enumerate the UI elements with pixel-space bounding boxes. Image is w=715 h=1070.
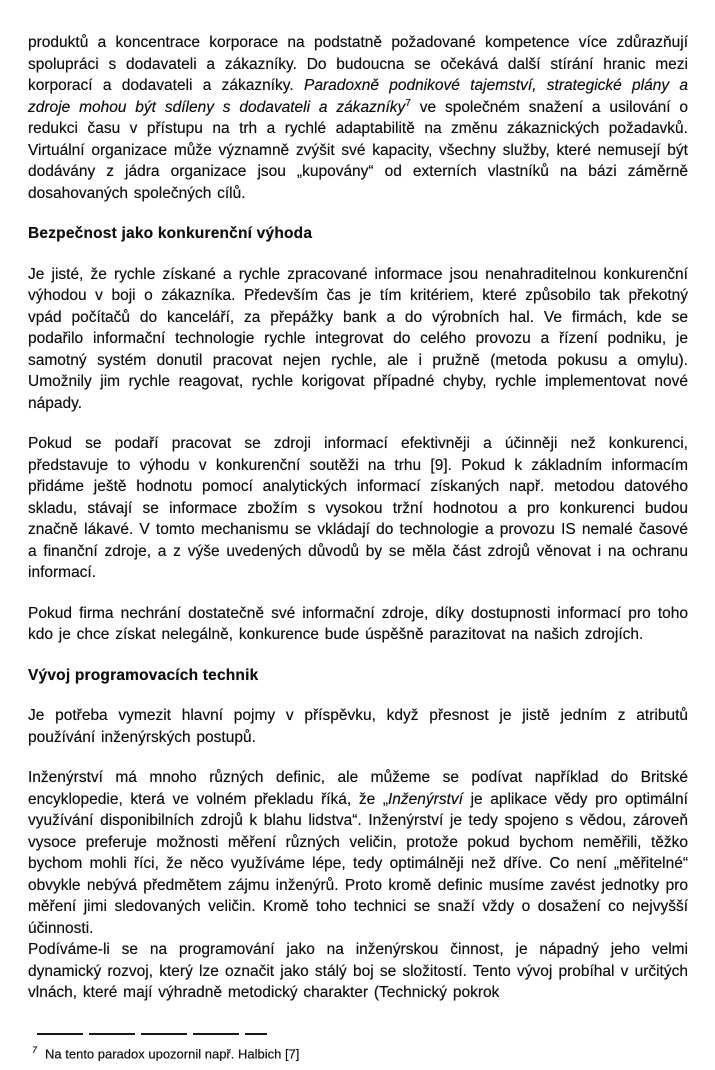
section-heading-programming-techniques: Vývoj programovacích technik xyxy=(28,666,259,684)
footnote-marker: 7 xyxy=(32,1044,38,1055)
paragraph-italic-term: Inženýrství xyxy=(388,790,463,808)
footnote xyxy=(32,1042,688,1062)
footnote-reference-marker: 7 xyxy=(405,97,411,109)
footnote-text: Na tento paradox upozornil např. Halbich [7] xyxy=(45,1046,300,1061)
paragraph-text: ve společném snažení a usilování o redukci času v přístupu na trh a rychlé adaptabilitě na změnu zákaznických požadavků. Virtuální organizace může významně zvýšit své kapacity, všechny služby, které nemusejí být dodávány z jádra organizace jsou „kupovány“ od externích vlastníků na bázi záměrně dosahovaných společných cílů. xyxy=(28,98,689,202)
paragraph-information-speed: Je jisté, že rychle získané a rychle zpracované informace jsou nenahraditelnou konkurenční výhodou v boji o zákazníka. Především čas je tím kritériem, které způsobilo tak překotný vpád počítačů do kanceláří, za přepážky bank a do výrobních hal. Ve firmách, kde se podařilo informační technologie rychle integrovat do celého provozu a řízení podniku, je samotný systém donutil pracovat nejen rychle, ale i pružně (metoda pokusu a omylu). Umožnily jim rychle reagovat, rychle korigovat případné chyby, rychle implementovat nové nápady. xyxy=(28,265,688,412)
paragraph-text: Inženýrství má mnoho různých definic, ale můžeme se podívat například do Britské encyklopedie, která ve volném překladu říká, že „ xyxy=(28,769,688,808)
footnote-area xyxy=(28,1033,688,1062)
section-heading-security-advantage: Bezpečnost jako konkurenční výhoda xyxy=(28,225,313,242)
paragraph-italic-passage: Paradoxně podnikové tajemství, strategické plány a zdroje mohou být sdíleny s dodavateli a zákazníky xyxy=(28,77,688,116)
paragraph-programming-as-engineering: Podíváme-li se na programování jako na inženýrskou činnost, je nápadný jeho velmi dynamický rozvoj, který lze označit jako stálý boj se složitostí. Tento vývoj probíhal v určitých vlnách, které mají výhradně metodický charakter (Technický pokrok xyxy=(28,941,688,1001)
footnote-separator-rule xyxy=(37,1033,267,1035)
paragraph-unprotected-sources: Pokud firma nechrání dostatečně své informační zdroje, díky dostupnosti informací pro toho kdo je chce získat nelegálně, konkurence bude úspěšně parazitovat na našich zdrojích. xyxy=(28,604,688,643)
paragraph-define-terms: Je potřeba vymezit hlavní pojmy v příspěvku, když přesnost je jistě jedním z atributů používání inženýrských postupů. xyxy=(28,707,688,746)
paragraph-text: produktů a koncentrace korporace na podstatně požadované kompetence více zdůrazňují spolupráci s dodavateli a zákazníky. Do budoucna se očekává další stírání hranic mezi korporací a dodavateli a zákazníky. xyxy=(28,34,688,94)
paragraph-text: je aplikace vědy pro optimální využívání disponibilních zdrojů k blahu lidstva“. Inženýrství je tedy spojeno s vědou, zároveň vysoce preferuje možnosti měření různých veličin, protože pokud bychom neměřili, těžko bychom mohli říci, že něco využíváme lépe, tedy optimálněji než dříve. Co není „měřitelné“ obvykle nebývá předmětem zájmu inženýrů. Proto kromě definic musíme zavést jednotky pro měření jimi sledovaných veličin. Kromě toho technici se snaží vždy o dosažení co nejvyšší účinnosti. xyxy=(28,790,688,937)
paragraph-products-concentration xyxy=(28,32,688,204)
paragraph-engineering-definition xyxy=(28,767,688,939)
paragraph-information-sources: Pokud se podaří pracovat se zdroji informací efektivněji a účinněji než konkurenci, představuje to výhodu v konkurenční soutěži na trhu [9]. Pokud k základním informacím přidáme ještě hodnotu pomocí analytických informací získaných např. metodou datového skladu, stávají se informace zbožím s vysokou tržní hodnotou a pro konkurenci budou značně lákavé. V tomto mechanismu se vkládají do technologie a provozu IS nemalé časové a finanční zdroje, a z výše uvedených důvodů by se měla část zdrojů věnovat i na ochranu informací. xyxy=(28,435,688,581)
